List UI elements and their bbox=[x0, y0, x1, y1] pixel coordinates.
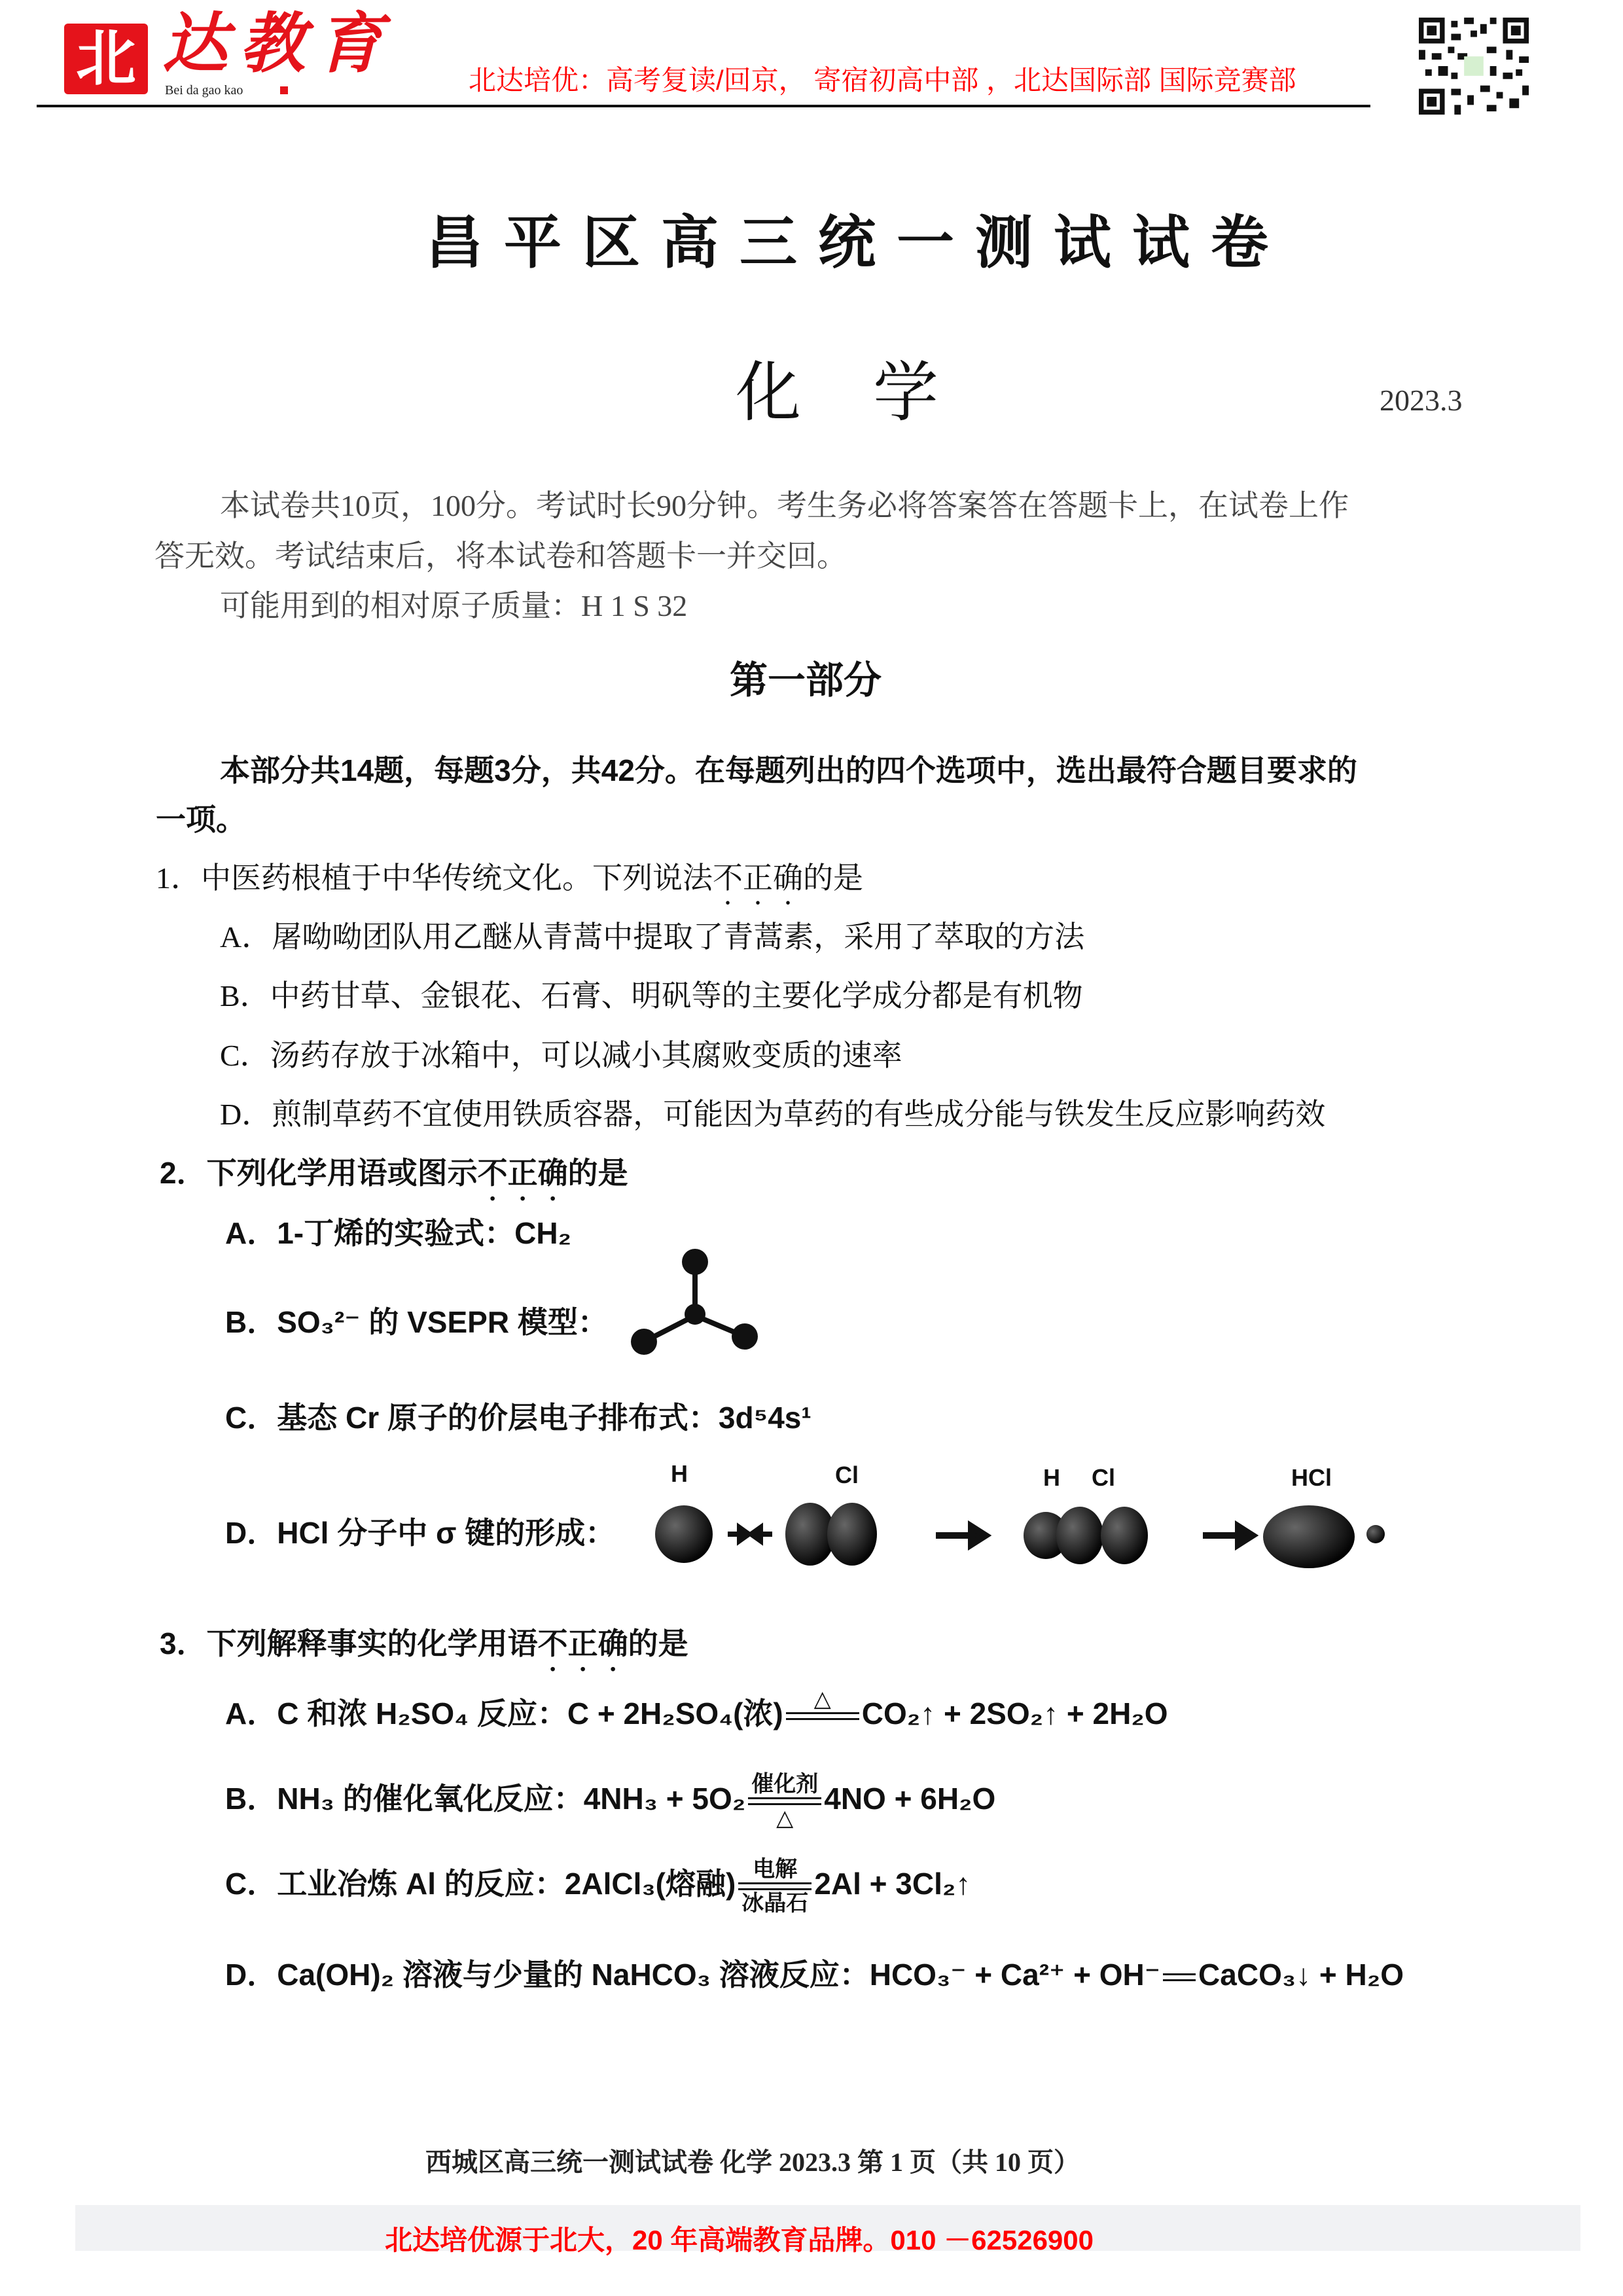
reaction-condition: △ bbox=[783, 1687, 862, 1745]
reaction-condition: 催化剂 △ bbox=[745, 1772, 824, 1830]
question-3-option-a: A．C 和浓 H₂SO₄ 反应：C + 2H₂SO₄(浓) △ CO₂↑ + 2SO₂↑ + 2H₂O bbox=[225, 1687, 1168, 1745]
logo-subtitle: Bei da gao kao bbox=[165, 83, 243, 98]
instructions-line-2: 答无效。考试结束后，将本试卷和答题卡一并交回。 bbox=[154, 539, 847, 573]
qr-code-icon bbox=[1419, 17, 1529, 115]
question-1-option-b: B．中药甘草、金银花、石膏、明矾等的主要化学成分都是有机物 bbox=[220, 979, 1083, 1013]
logo-text: 达教育 bbox=[162, 8, 394, 81]
header-divider bbox=[37, 105, 1370, 107]
label-hcl: HCl bbox=[1291, 1464, 1332, 1491]
question-3-option-d: D．Ca(OH)₂ 溶液与少量的 NaHCO₃ 溶液反应：HCO₃⁻ + Ca²⁺ + OH⁻ CaCO₃↓ + H₂O bbox=[225, 1958, 1404, 1992]
equals-sign bbox=[1163, 1973, 1196, 1981]
hcl-sigma-bond-diagram bbox=[648, 1495, 1394, 1580]
arrow-right-icon bbox=[1203, 1526, 1253, 1545]
exam-subject: 化学 bbox=[736, 356, 1010, 429]
part-description-line-2: 一项。 bbox=[156, 802, 246, 836]
logo-mark: 北 bbox=[64, 24, 148, 94]
exam-date: 2023.3 bbox=[1380, 384, 1463, 417]
question-2-option-c: C．基态 Cr 原子的价层电子排布式：3d⁵4s¹ bbox=[225, 1401, 812, 1435]
part-description-line-1: 本部分共14题，每题3分，共42分。在每题列出的四个选项中，选出最符合题目要求的 bbox=[220, 753, 1357, 787]
question-1-option-d: D．煎制草药不宜使用铁质容器，可能因为草药的有些成分能与铁发生反应影响药效 bbox=[220, 1098, 1326, 1131]
arrow-right-icon bbox=[728, 1528, 749, 1541]
vsepr-trigonal-planar-model bbox=[622, 1244, 766, 1368]
question-1-option-c: C．汤药存放于冰箱中，可以减小其腐败变质的速率 bbox=[220, 1039, 902, 1072]
arrow-left-icon bbox=[751, 1528, 772, 1541]
question-3-option-b: B．NH₃ 的催化氧化反应：4NH₃ + 5O₂ 催化剂 △ 4NO + 6H₂O bbox=[225, 1772, 996, 1831]
question-2-stem: 2．下列化学用语或图示不正确的是 bbox=[160, 1156, 628, 1190]
question-3-stem: 3．下列解释事实的化学用语不正确的是 bbox=[160, 1626, 688, 1660]
instructions-line-1: 本试卷共10页，100分。考试时长90分钟。考生务必将答案答在答题卡上，在试卷上作 bbox=[220, 489, 1349, 522]
question-2-option-a: A．1-丁烯的实验式：CH₂ bbox=[225, 1216, 571, 1250]
question-2-option-d: D．HCl 分子中 σ 键的形成： bbox=[225, 1516, 616, 1550]
label-cl-2: Cl bbox=[1092, 1464, 1115, 1491]
label-h-2: H bbox=[1043, 1464, 1060, 1491]
part-title: 第一部分 bbox=[730, 659, 882, 702]
question-1-stem: 1．中医药根植于中华传统文化。下列说法不正确的是 bbox=[156, 861, 863, 895]
atomic-mass-note: 可能用到的相对原子质量：H 1 S 32 bbox=[220, 589, 688, 622]
promo-text: 北达培优源于北大，20 年高端教育品牌。010 －62526900 bbox=[385, 2225, 1094, 2255]
logo-dot bbox=[280, 86, 288, 94]
header-slogan: 北达培优：高考复读/回京， 寄宿初高中部 ，北达国际部 国际竞赛部 bbox=[469, 65, 1296, 96]
question-2-option-b: B．SO₃²⁻ 的 VSEPR 模型： bbox=[225, 1305, 608, 1339]
label-h: H bbox=[671, 1460, 688, 1487]
question-3-option-c: C．工业冶炼 Al 的反应：2AlCl₃(熔融) 电解 冰晶石 2Al + 3Cl₂↑ bbox=[225, 1857, 971, 1916]
page-footer: 西城区高三统一测试试卷 化学 2023.3 第 1 页（共 10 页） bbox=[425, 2147, 1080, 2177]
reaction-condition: 电解 冰晶石 bbox=[736, 1857, 814, 1915]
question-1-option-a: A．屠呦呦团队用乙醚从青蒿中提取了青蒿素，采用了萃取的方法 bbox=[220, 920, 1085, 954]
arrow-right-icon bbox=[936, 1526, 986, 1545]
exam-title: 昌平区高三统一测试试卷 bbox=[425, 210, 1290, 275]
label-cl: Cl bbox=[835, 1462, 859, 1488]
